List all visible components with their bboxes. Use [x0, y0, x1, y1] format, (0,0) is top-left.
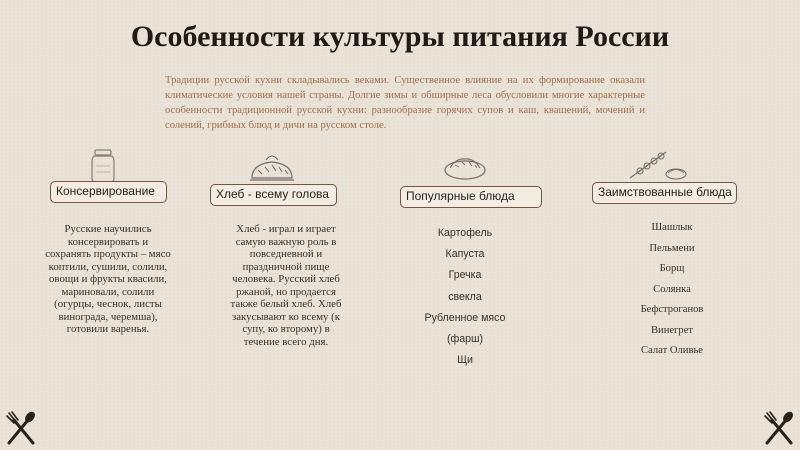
fork-knife-icon	[4, 410, 38, 446]
list-item: Винегрет	[650, 324, 694, 336]
fork-knife-icon	[762, 410, 796, 446]
list-item: Картофель	[437, 227, 493, 239]
list-item: Пельмени	[649, 242, 695, 254]
list-item: Шашлык	[651, 222, 693, 233]
skewer-icon	[626, 146, 688, 182]
list-item: Салат Оливье	[641, 345, 703, 356]
category-bread	[210, 184, 337, 206]
bread-icon	[248, 150, 296, 184]
category-label: Хлеб - всему голова	[216, 187, 329, 201]
list-item: (фарш)	[446, 333, 484, 346]
category-label: Заимствованные блюда	[598, 185, 732, 199]
list-item: Борщ	[659, 263, 685, 274]
list-item: Капуста	[445, 248, 485, 261]
borrowed-dishes-list	[612, 218, 732, 362]
dish-icon	[442, 150, 488, 182]
jar-icon	[88, 148, 118, 184]
category-preserving	[50, 181, 167, 203]
list-item: Щи	[457, 354, 473, 367]
category-borrowed-dishes	[592, 182, 737, 204]
intro-paragraph: Традиции русской кухни складывались веками. Существенное влияние на их формирование оказали климатические условия нашей страны. Долгие зимы и обширные леса обусловили многие характерные особенности традиционной русской кухни: разнообразие горячих супов и каш, квашений, мочений и солений, грибных блюд и дичи на русском столе.	[165, 75, 645, 131]
list-item: Гречка	[448, 269, 482, 282]
slide-title: Особенности культуры питания России	[130, 20, 670, 53]
list-item: свекла	[448, 290, 482, 303]
category-label: Консервирование	[56, 184, 155, 198]
list-item: Солянка	[653, 283, 691, 295]
list-item: Рубленное мясо	[424, 311, 506, 324]
popular-dishes-list	[405, 223, 525, 371]
list-item: Бефстроганов	[640, 304, 704, 315]
category-label: Популярные блюда	[406, 189, 515, 203]
bread-description: Хлеб - играл и играет самую важную роль в повседневной и праздничной пище человека. Русский хлеб ржаной, но продается также белый хлеб. Хлеб закусывают ко всему (к супу, ко второму) в течение всего дня.	[230, 223, 342, 348]
category-popular-dishes	[400, 186, 542, 208]
preserving-description: Русские научились консервировать и сохранять продукты – мясо коптили, сушили, солили, овощи и фрукты квасили, мариновали, солили (огурцы, чеснок, листы винограда, черемша), готовили варенья.	[45, 223, 171, 335]
